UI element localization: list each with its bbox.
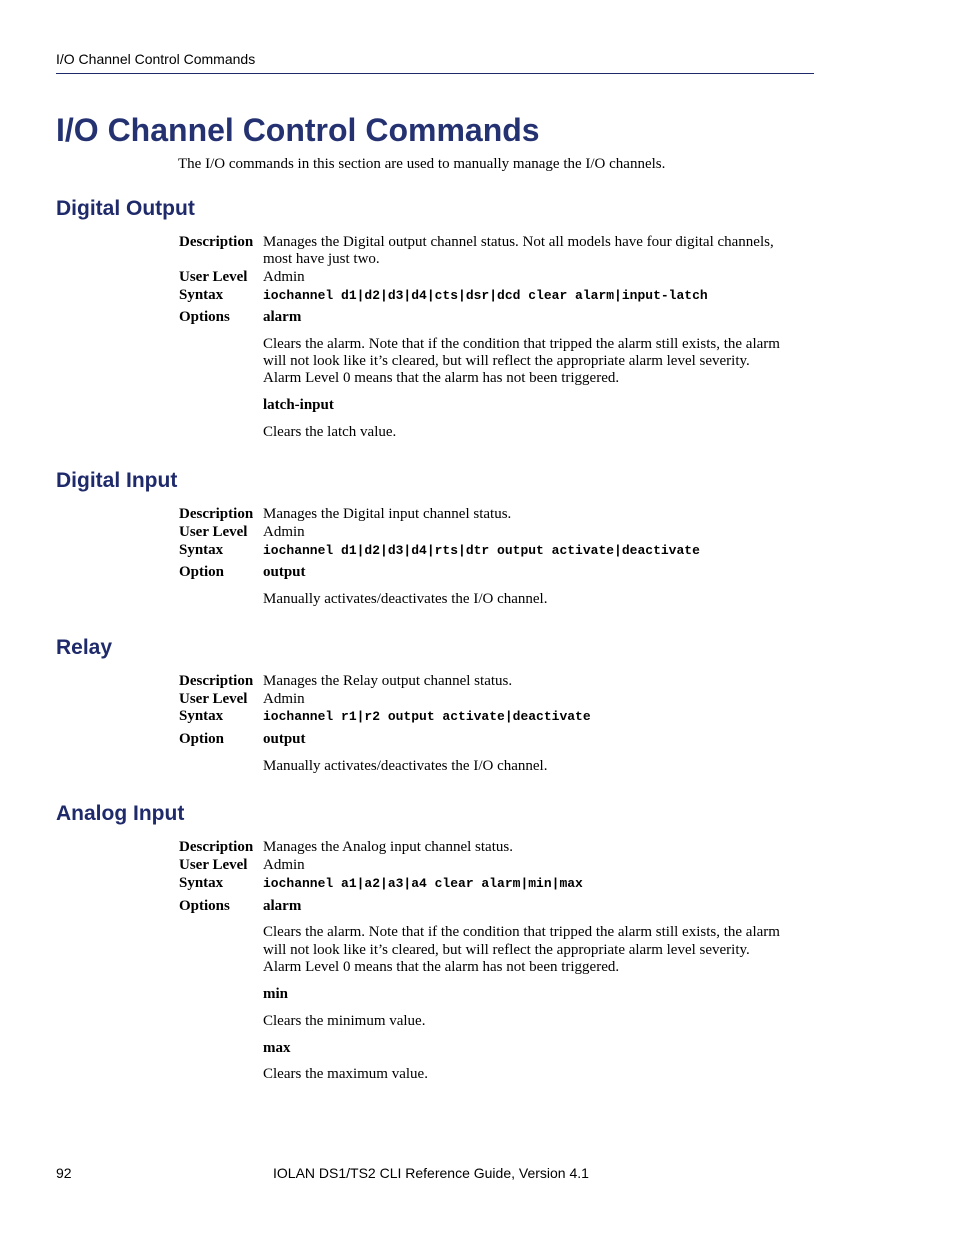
description-label: Description <box>179 673 254 689</box>
syntax-label: Syntax <box>179 542 224 558</box>
section-heading-digital-output: Digital Output <box>56 197 195 220</box>
option-name-output: output <box>263 731 306 747</box>
footer-page-number: 92 <box>56 1165 72 1181</box>
option-description: will not look like it’s cleared, but will reflect the appropriate alarm level severity. <box>263 942 750 958</box>
description-label: Description <box>179 506 254 522</box>
section-heading-analog-input: Analog Input <box>56 802 185 825</box>
user-level-value: Admin <box>263 269 305 285</box>
option-description: Alarm Level 0 means that the alarm has not been triggered. <box>263 959 620 975</box>
description-text: Manages the Analog input channel status. <box>263 839 513 855</box>
section-heading-relay: Relay <box>56 636 113 659</box>
option-name-max: max <box>263 1040 291 1056</box>
option-name-alarm: alarm <box>263 309 302 325</box>
option-description: Alarm Level 0 means that the alarm has not been triggered. <box>263 370 620 386</box>
user-level-label: User Level <box>179 524 248 540</box>
syntax-label: Syntax <box>179 287 224 303</box>
option-description: Clears the latch value. <box>263 424 397 440</box>
user-level-value: Admin <box>263 691 305 707</box>
user-level-label: User Level <box>179 691 248 707</box>
option-name-min: min <box>263 986 289 1002</box>
syntax-label: Syntax <box>179 875 224 891</box>
option-name-output: output <box>263 564 306 580</box>
user-level-value: Admin <box>263 524 305 540</box>
user-level-value: Admin <box>263 857 305 873</box>
header-rule <box>56 73 814 74</box>
syntax-code: iochannel r1|r2 output activate|deactivate <box>263 709 591 724</box>
description-text: Manages the Digital output channel status. Not all models have four digital channels, <box>263 234 774 250</box>
description-text: Manages the Relay output channel status. <box>263 673 513 689</box>
description-text: most have just two. <box>263 251 380 267</box>
option-description: Manually activates/deactivates the I/O channel. <box>263 591 548 607</box>
option-description: will not look like it’s cleared, but will reflect the appropriate alarm level severity. <box>263 353 750 369</box>
options-label: Options <box>179 898 230 914</box>
section-heading-digital-input: Digital Input <box>56 469 178 492</box>
options-label: Options <box>179 309 230 325</box>
syntax-code: iochannel d1|d2|d3|d4|cts|dsr|dcd clear alarm|input-latch <box>263 288 708 303</box>
option-name-latch-input: latch-input <box>263 397 334 413</box>
option-label: Option <box>179 731 225 747</box>
user-level-label: User Level <box>179 857 248 873</box>
syntax-code: iochannel a1|a2|a3|a4 clear alarm|min|max <box>263 876 583 891</box>
option-description: Manually activates/deactivates the I/O channel. <box>263 758 548 774</box>
option-description: Clears the maximum value. <box>263 1066 428 1082</box>
footer-document-title: IOLAN DS1/TS2 CLI Reference Guide, Version 4.1 <box>273 1165 589 1181</box>
user-level-label: User Level <box>179 269 248 285</box>
intro-paragraph: The I/O commands in this section are used to manually manage the I/O channels. <box>178 156 666 172</box>
option-label: Option <box>179 564 225 580</box>
running-header: I/O Channel Control Commands <box>56 51 256 67</box>
description-label: Description <box>179 234 254 250</box>
syntax-label: Syntax <box>179 708 224 724</box>
description-text: Manages the Digital input channel status. <box>263 506 512 522</box>
option-description: Clears the alarm. Note that if the condition that tripped the alarm still exists, the alarm <box>263 924 780 940</box>
option-name-alarm: alarm <box>263 898 302 914</box>
option-description: Clears the alarm. Note that if the condition that tripped the alarm still exists, the alarm <box>263 336 780 352</box>
syntax-code: iochannel d1|d2|d3|d4|rts|dtr output activate|deactivate <box>263 543 700 558</box>
option-description: Clears the minimum value. <box>263 1013 426 1029</box>
page-title: I/O Channel Control Commands <box>56 112 540 148</box>
description-label: Description <box>179 839 254 855</box>
